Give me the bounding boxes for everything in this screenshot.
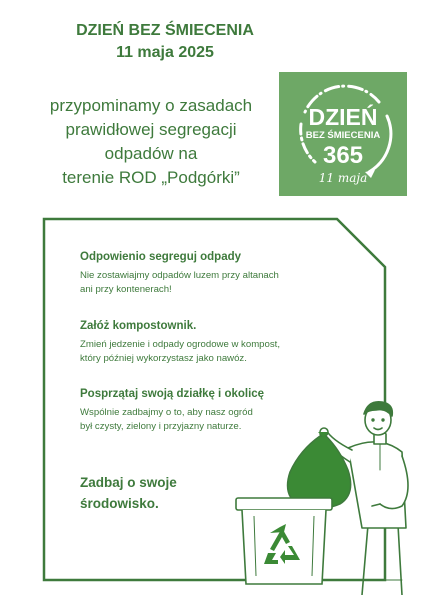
intro-text (20, 94, 282, 190)
logo-date: 11 maja (318, 171, 368, 185)
tip-1-body (80, 269, 320, 297)
closing-line: środowisko. (80, 496, 159, 511)
logo-line1: DZIEŃ (308, 104, 378, 130)
tip-1-title: Odpowienio segreguj odpady (80, 251, 242, 263)
recycling-illustration (230, 400, 420, 595)
tip-3-title: Posprzątaj swoją działkę i okolicę (80, 388, 265, 400)
event-date: 11 maja 2025 (116, 44, 214, 61)
event-logo (279, 72, 407, 196)
intro-line: prawidłowej segregacji (65, 120, 237, 139)
tip-2-body-line: który później wykorzystasz jako nawóz. (80, 353, 247, 364)
tip-1-body-line: Nie zostawiajmy odpadów luzem przy altanach (80, 270, 279, 281)
tip-2-title: Załóż kompostownik. (80, 320, 197, 332)
logo-number: 365 (322, 142, 364, 169)
intro-line: odpadów na (104, 144, 198, 163)
tip-1-body-line: ani przy kontenerach! (80, 284, 172, 295)
event-header (40, 20, 290, 64)
trash-bin-icon (236, 498, 332, 584)
tip-2-body-line: Zmień jedzenie i odpady ogrodowe w kompost, (80, 339, 280, 350)
tip-3-body-line: Wspólnie zadbajmy o to, aby nasz ogród (80, 407, 253, 418)
closing-text (80, 472, 230, 514)
intro-line: przypominamy o zasadach (49, 96, 253, 115)
event-title: DZIEŃ BEZ ŚMIECENIA (76, 22, 254, 39)
tip-3-body-line: był czysty, zielony i przyjazny naturze. (80, 421, 242, 432)
closing-line: Zadbaj o swoje (80, 475, 177, 490)
logo-graphic (279, 72, 407, 196)
logo-line2: BEZ ŚMIECENIA (305, 130, 381, 141)
tip-2-body (80, 338, 320, 366)
intro-line: terenie ROD „Podgórki” (62, 168, 240, 187)
